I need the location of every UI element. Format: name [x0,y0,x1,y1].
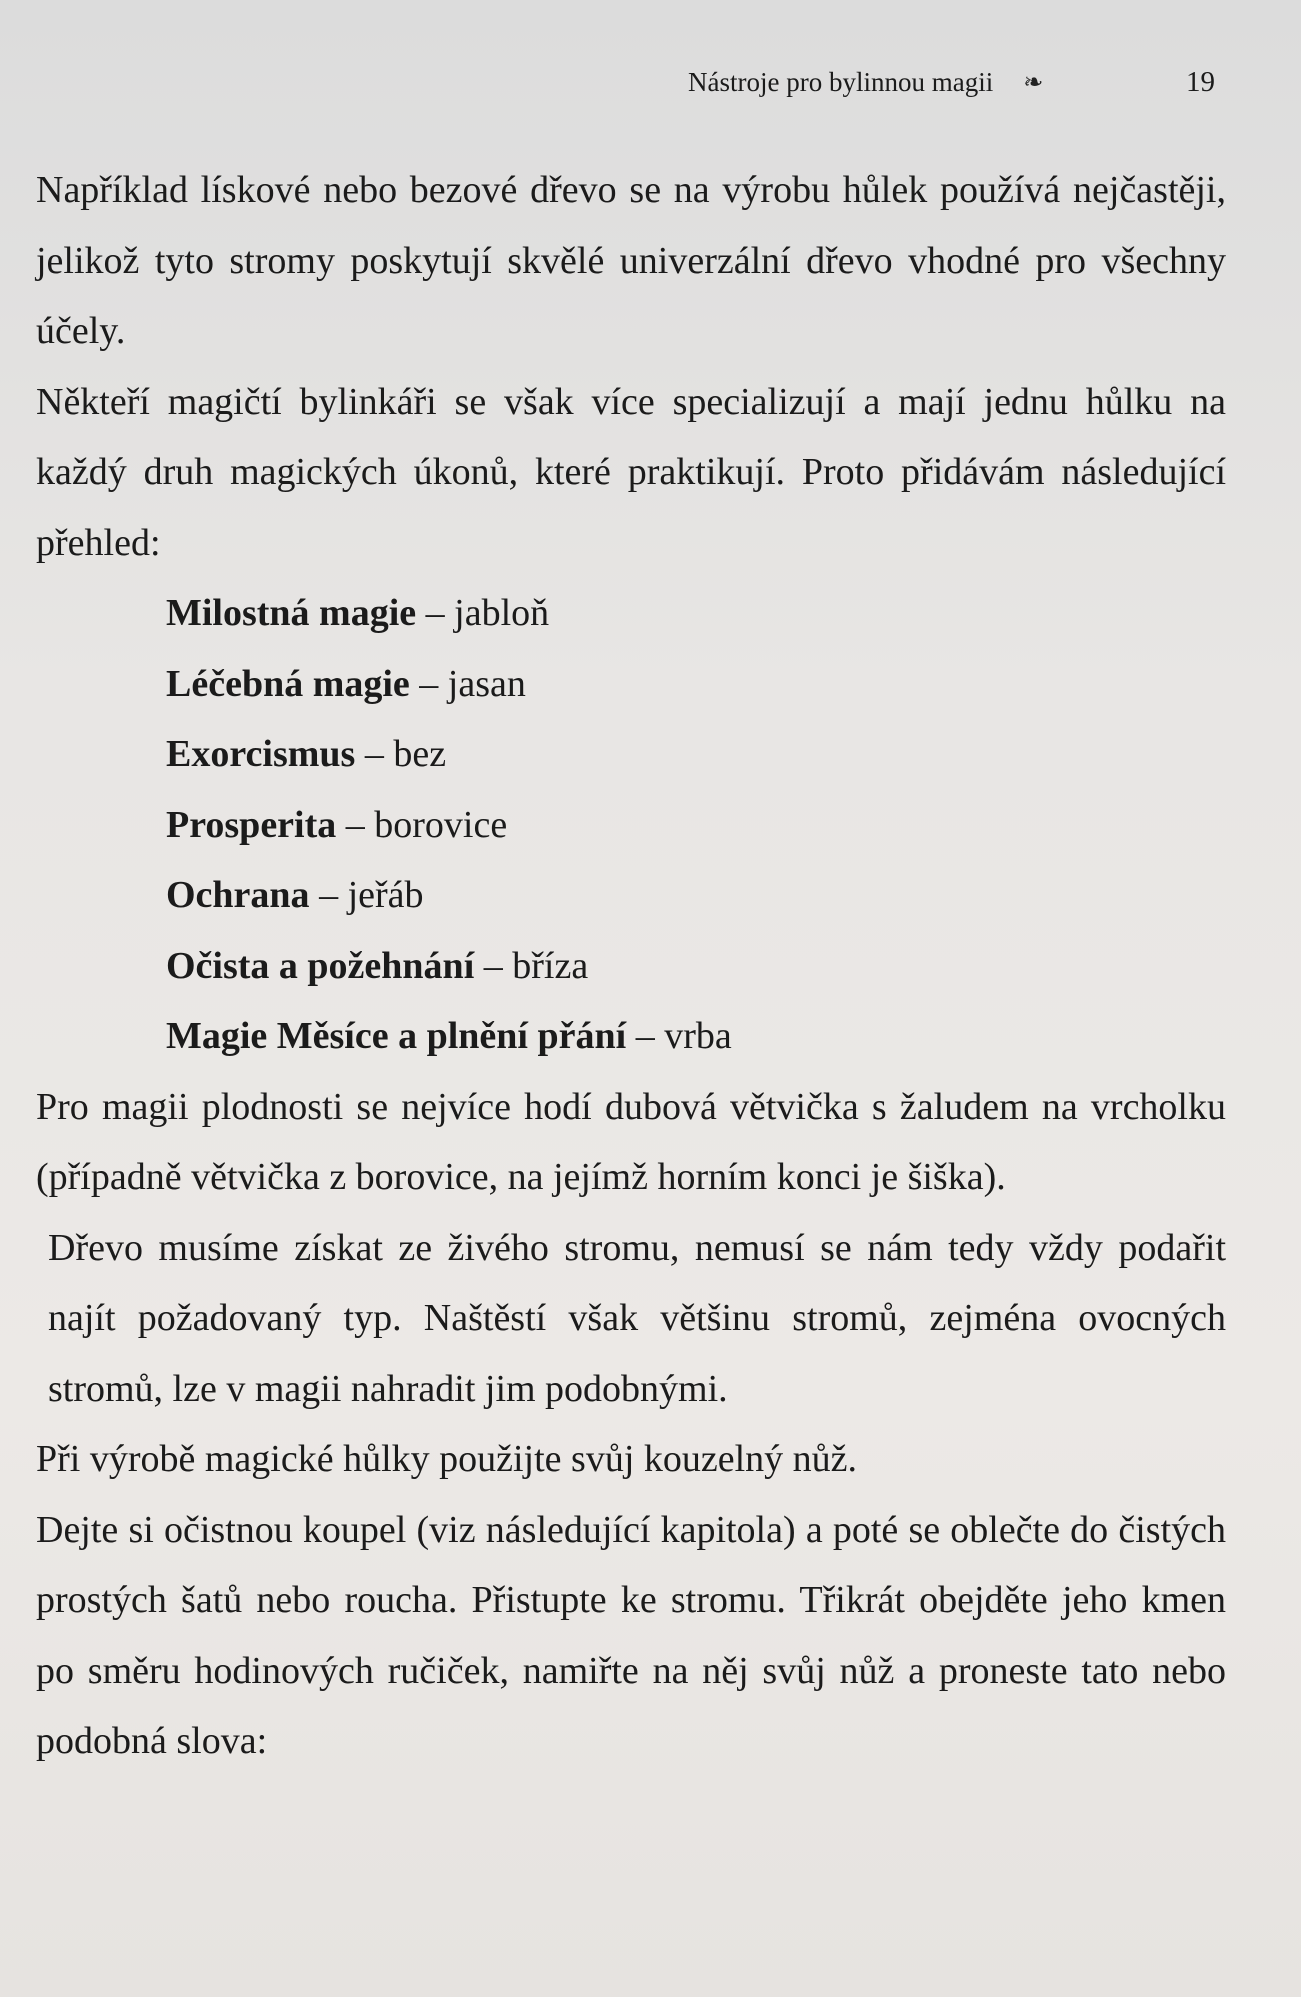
list-dash: – [416,592,455,634]
running-head [688,62,1228,102]
list-item [166,578,1226,649]
list-value: jeřáb [347,874,424,916]
list-item [166,719,1226,790]
paragraph: Dejte si očistnou koupel (viz následující kapitola) a poté se oblečte do čistých prostých šatů nebo roucha. Přistupte ke stromu. Třikrát obejděte jeho kmen po směru hodinových ručiček, namiřte na něj svůj nůž a proneste tato nebo podobná slova: [36,1508,1226,1762]
paragraph: Pro magii plodnosti se nejvíce hodí dubová větvička s žaludem na vrcholku (případně větvička z borovice, na jejímž horním konci je šiška). [36,1085,1226,1198]
list-term: Očista a požehnání [166,944,475,987]
list-item [166,860,1226,931]
paragraph: Například lískové nebo bezové dřevo se na výrobu hůlek používá nejčastěji, jelikož tyto stromy poskytují skvělé univerzální dřevo vhodné pro všechny účely. [36,169,1226,352]
list-term: Milostná magie [166,592,417,634]
list-dash: – [336,803,375,846]
paragraph: Dřevo musíme získat ze živého stromu, nemusí se nám tedy vždy podařit najít požadovaný typ. Naštěstí však většinu stromů, zejména ovocných stromů, lze v magii nahradit jim podobnými. [48,1226,1226,1410]
chapter-title: Nástroje pro bylinnou magii [688,66,994,97]
list-item [166,1001,1226,1072]
body-text [36,155,1226,1777]
list-term: Léčebná magie [166,662,410,705]
list-value: jabloň [454,592,550,634]
list-item [166,649,1226,720]
list-value: jasan [447,662,526,705]
list-dash: – [626,1015,665,1057]
list-value: vrba [664,1015,732,1057]
wand-wood-list [36,578,1226,1072]
list-dash: – [309,874,348,916]
list-term: Ochrana [166,874,310,916]
list-item [166,790,1226,861]
list-term: Prosperita [166,803,337,846]
paragraph: Při výrobě magické hůlky použijte svůj kouzelný nůž. [36,1438,858,1480]
list-term: Magie Měsíce a plnění přání [166,1015,627,1057]
page-number: 19 [1186,65,1215,98]
list-value: bříza [512,944,589,987]
list-value: bez [393,733,447,775]
list-value: borovice [374,803,508,846]
list-dash: – [409,662,448,705]
list-dash: – [355,733,394,775]
list-dash: – [474,944,513,987]
list-term: Exorcismus [166,733,356,775]
list-item [166,931,1226,1002]
paragraph: Někteří magičtí bylinkáři se však více specializují a mají jednu hůlku na každý druh magických úkonů, které praktikují. Proto přidávám následující přehled: [36,380,1226,564]
ornament-icon: ❧ [1023,69,1044,96]
